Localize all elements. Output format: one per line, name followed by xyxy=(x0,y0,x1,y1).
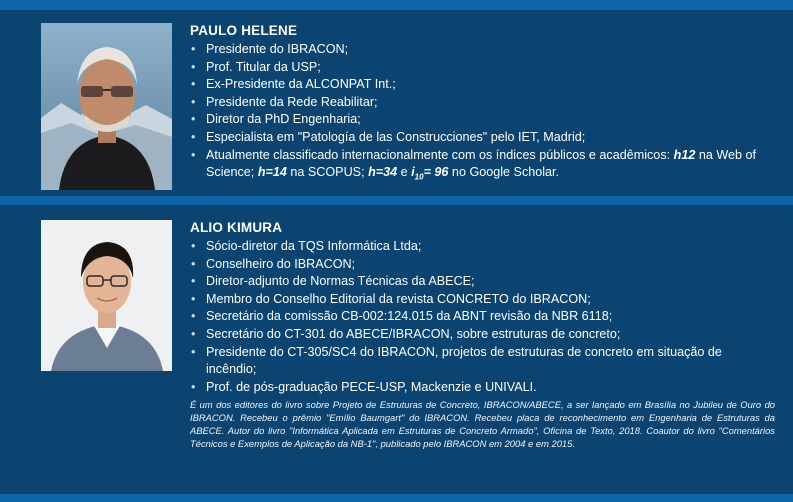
top-band xyxy=(0,0,793,10)
credentials-list xyxy=(190,238,775,396)
person-name: ALIO KIMURA xyxy=(190,220,283,235)
bullet: • xyxy=(191,291,196,306)
list-item: • Diretor-adjunto de Normas Técnicas da ABECE; xyxy=(190,273,775,291)
portrait-photo xyxy=(41,23,172,190)
list-item: • Secretário da comissão CB-002:124.015 da ABNT revisão da NBR 6118; xyxy=(190,308,775,326)
list-item: • Prof. de pós-graduação PECE-USP, Mackenzie e UNIVALI. xyxy=(190,379,775,397)
bottom-band xyxy=(0,494,793,502)
bullet: • xyxy=(191,239,196,253)
bullet: • xyxy=(191,256,196,271)
list-item: • Diretor da PhD Engenharia; xyxy=(190,111,775,129)
bullet: • xyxy=(191,344,196,359)
list-item: • Presidente do CT-305/SC4 do IBRACON, projetos de estruturas de concreto em situação de incêndio; xyxy=(191,344,722,377)
bullet: • xyxy=(191,309,196,324)
list-item: • Sócio-diretor da TQS Informática Ltda; xyxy=(190,238,775,256)
bullet: • xyxy=(191,274,196,289)
bullet: • xyxy=(191,326,196,341)
credentials-list xyxy=(190,41,775,186)
list-item: • Prof. Titular da USP; xyxy=(190,59,775,77)
list-item: • Especialista em "Patología de las Construcciones" pelo IET, Madrid; xyxy=(190,129,775,147)
profile-paulo-helene xyxy=(0,10,793,196)
bullet: • xyxy=(191,77,196,92)
list-item-indices: • Atualmente classificado internacionalmente com os índices públicos e acadêmicos: h12 na Web of Science; h=14 na SCOPUS; h=34 e $i_{10}= 96$ no Google Scholar. xyxy=(191,147,757,182)
bullet: • xyxy=(191,59,196,74)
bullet: • xyxy=(191,112,196,127)
list-item: • Secretário do CT-301 do ABECE/IBRACON, sobre estruturas de concreto; xyxy=(190,326,775,344)
bullet: • xyxy=(191,129,196,144)
bullet: • xyxy=(191,147,196,162)
portrait-photo xyxy=(41,220,172,371)
separator-band xyxy=(0,196,793,205)
bio-paragraph: É um dos editores do livro sobre Projeto de Estruturas de Concreto, IBRACON/ABECE, a ser lançado em Brasília no Jubileu de Ouro do IBRACON. Recebeu o prêmio "Emílio Baumgart" do IBRACON. Recebeu placa de reconhecimento em Engenharia de Estruturas da ABECE. Autor do livro "Informática Aplicada em Estruturas de Concreto Armado", Oficina de Texto, 2018. Coautor do livro "Comentários Técnicos e Exemplos de Aplicação da NB-1", publicado pelo IBRACON em 2004 e em 2015. xyxy=(190,399,775,450)
list-item: • Presidente do IBRACON; xyxy=(190,41,775,59)
bullet: • xyxy=(191,94,196,109)
list-item: • Conselheiro do IBRACON; xyxy=(190,256,775,274)
profile-text xyxy=(190,219,775,460)
bullet: • xyxy=(191,42,196,56)
list-item: • Ex-Presidente da ALCONPAT Int.; xyxy=(190,76,775,94)
list-item: • Presidente da Rede Reabilitar; xyxy=(190,94,775,112)
person-name: PAULO HELENE xyxy=(190,23,298,38)
profile-alio-kimura xyxy=(0,205,793,494)
profile-text xyxy=(190,22,775,186)
bullet: • xyxy=(191,379,196,394)
list-item: • Membro do Conselho Editorial da revista CONCRETO do IBRACON; xyxy=(190,291,775,309)
